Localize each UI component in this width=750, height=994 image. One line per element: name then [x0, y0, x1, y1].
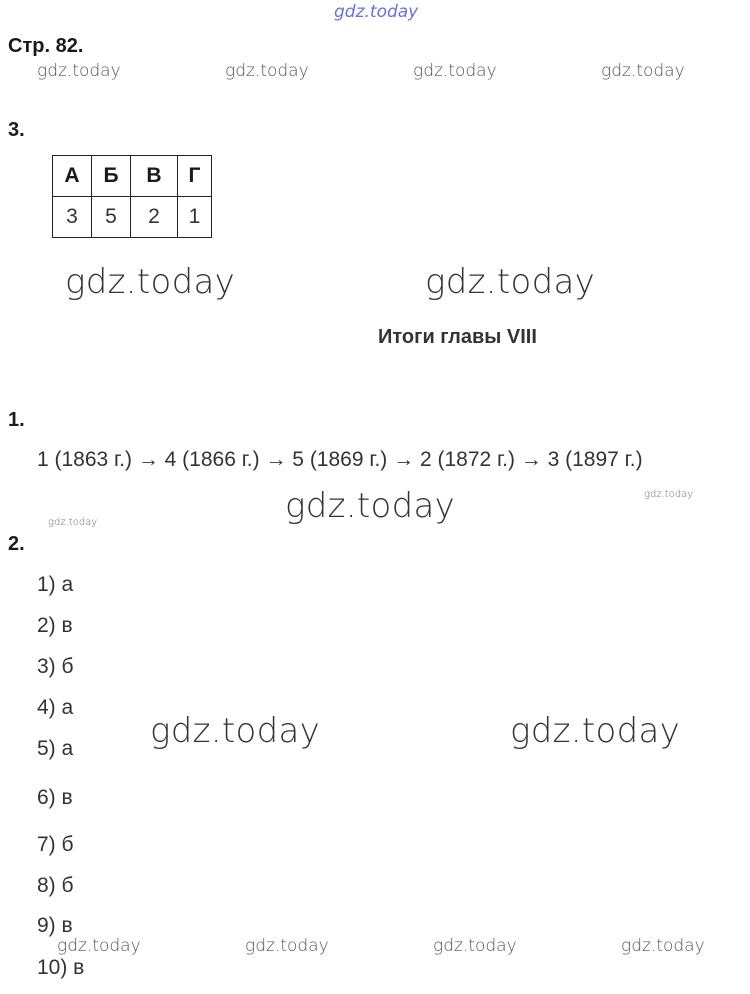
- answer-table: [52, 155, 212, 238]
- table-row: [53, 197, 212, 238]
- watermark: gdz.today: [510, 711, 681, 751]
- answer-item: 5) а: [37, 737, 74, 760]
- answer-item: 7) б: [37, 833, 74, 856]
- chronology-sequence: 1 (1863 г.) → 4 (1866 г.) → 5 (1869 г.) → 2 (1872 г.) → 3 (1897 г.): [37, 448, 643, 471]
- watermark: gdz.today: [225, 61, 309, 81]
- watermark: gdz.today: [425, 262, 596, 302]
- table-cell: 3: [53, 197, 92, 238]
- table-header-cell: Г: [178, 156, 212, 197]
- table-cell: 1: [178, 197, 212, 238]
- watermark: gdz.today: [37, 61, 121, 81]
- table-header-cell: Б: [92, 156, 131, 197]
- chapter-title: Итоги главы VIII: [378, 326, 537, 348]
- watermark: gdz.today: [245, 936, 329, 956]
- watermark: gdz.today: [413, 61, 497, 81]
- watermark: gdz.today: [601, 61, 685, 81]
- answer-item: 9) в: [37, 914, 73, 937]
- page-label: Стр. 82.: [8, 35, 84, 57]
- task-number: 3.: [8, 119, 25, 141]
- table-header-row: [53, 156, 212, 197]
- answer-item: 2) в: [37, 614, 73, 637]
- watermark: gdz.today: [48, 517, 98, 528]
- watermark-top: gdz.today: [334, 2, 419, 22]
- table-header-cell: В: [131, 156, 178, 197]
- watermark: gdz.today: [65, 262, 236, 302]
- answer-item: 3) б: [37, 655, 74, 678]
- task-number: 1.: [8, 409, 25, 431]
- task-number: 2.: [8, 533, 25, 555]
- answer-item: 8) б: [37, 874, 74, 897]
- table-cell: 2: [131, 197, 178, 238]
- watermark: gdz.today: [150, 711, 321, 751]
- answer-item: 6) в: [37, 786, 73, 809]
- watermark: gdz.today: [621, 936, 705, 956]
- answer-item: 10) в: [37, 956, 85, 979]
- watermark: gdz.today: [433, 936, 517, 956]
- answer-item: 4) а: [37, 696, 74, 719]
- watermark: gdz.today: [644, 489, 694, 500]
- answer-item: 1) а: [37, 573, 74, 596]
- table-cell: 5: [92, 197, 131, 238]
- watermark: gdz.today: [57, 936, 141, 956]
- watermark: gdz.today: [285, 486, 456, 526]
- table-header-cell: А: [53, 156, 92, 197]
